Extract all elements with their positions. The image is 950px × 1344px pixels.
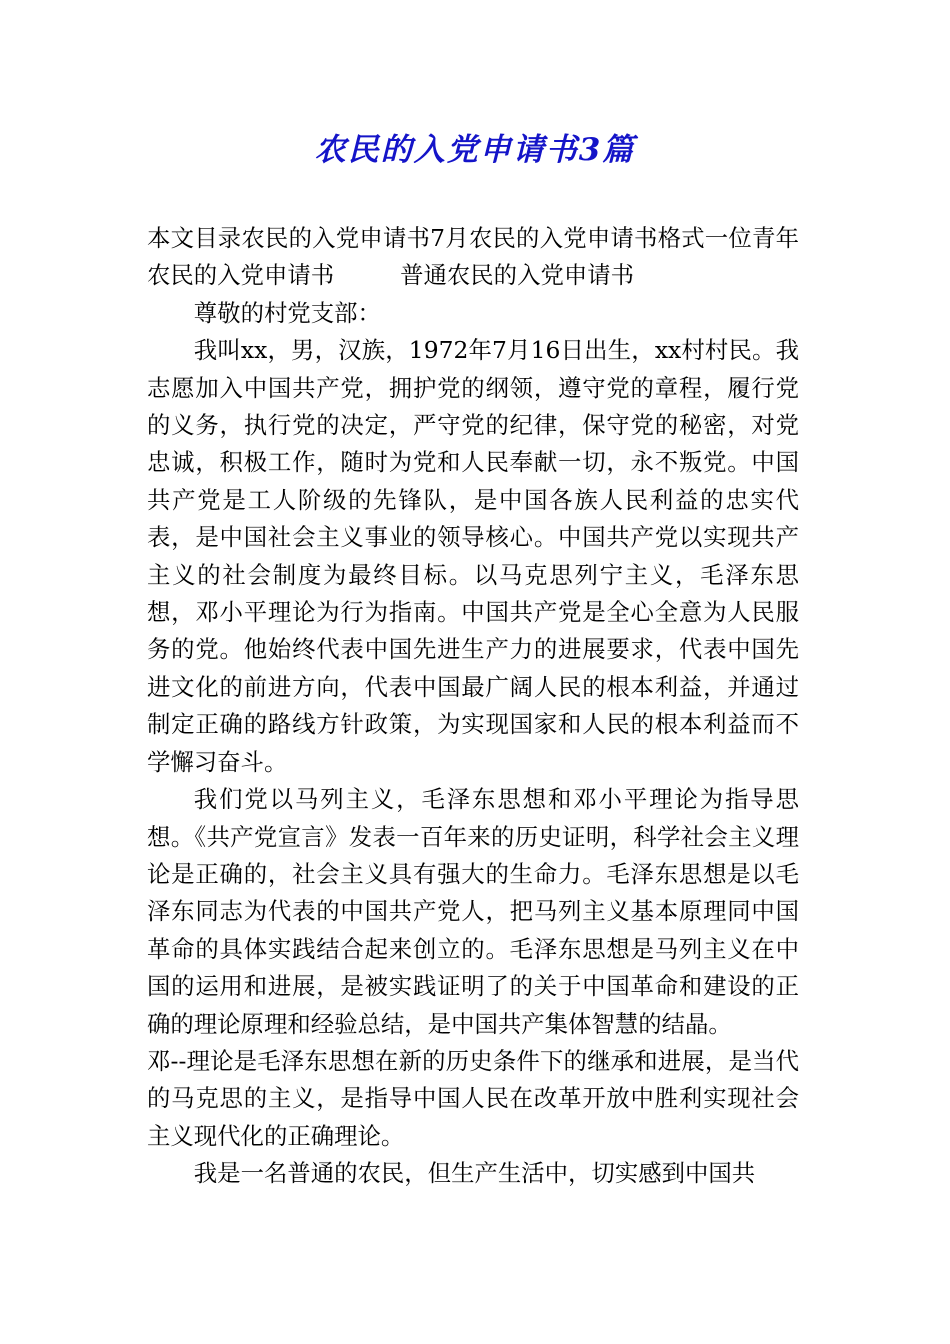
toc-prefix: 本文目录农民的入党申请书7月农民的入党申请书格式一位青年农民的入党申请书 <box>147 224 799 290</box>
body-paragraph-3: 邓--理论是毛泽东思想在新的历史条件下的继承和进展，是当代的马克思的主义，是指导中国人民在改革开放中胜利实现社会主义现代化的正确理论。 <box>147 1046 799 1150</box>
body-paragraph-4: 我是一名普通的农民，但生产生活中，切实感到中国共 <box>193 1159 756 1188</box>
document-title: 农民的入党申请书3篇 <box>314 132 636 168</box>
salutation: 尊敬的村党支部： <box>193 298 381 327</box>
body-paragraph-1: 我叫xx，男，汉族，1972年7月16日出生，xx村村民。我志愿加入中国共产党，拥护党的纲领，遵守党的章程，履行党的义务，执行党的决定，严守党的纪律，保守党的秘密，对党忠诚，积极工作，随时为党和人民奉献一切，永不叛党。中国共产党是工人阶级的先锋队，是中国各族人民利益的忠实代表，是中国社会主义事业的领导核心。中国共产党以实现共产主义的社会制度为最终目标。以马克思列宁主义，毛泽东思想，邓小平理论为行为指南。中国共产党是全心全意为人民服务的党。他始终代表中国先进生产力的进展要求，代表中国先进文化的前进方向，代表中国最广阔人民的根本利益，并通过制定正确的路线方针政策，为实现国家和人民的根本利益而不学懈习奋斗。 <box>147 336 799 776</box>
toc-last-item: 普通农民的入党申请书 <box>400 261 635 290</box>
toc-paragraph <box>147 220 799 295</box>
body-paragraph-2: 我们党以马列主义，毛泽东思想和邓小平理论为指导思想。《共产党宣言》发表一百年来的历史证明，科学社会主义理论是正确的，社会主义具有强大的生命力。毛泽东思想是以毛泽东同志为代表的中国共产党人，把马列主义基本原理同中国革命的具体实践结合起来创立的。毛泽东思想是马列主义在中国的运用和进展，是被实践证明了的关于中国革命和建设的正确的理论原理和经验总结，是中国共产集体智慧的结晶。 <box>147 785 799 1038</box>
document-body <box>147 220 799 1193</box>
